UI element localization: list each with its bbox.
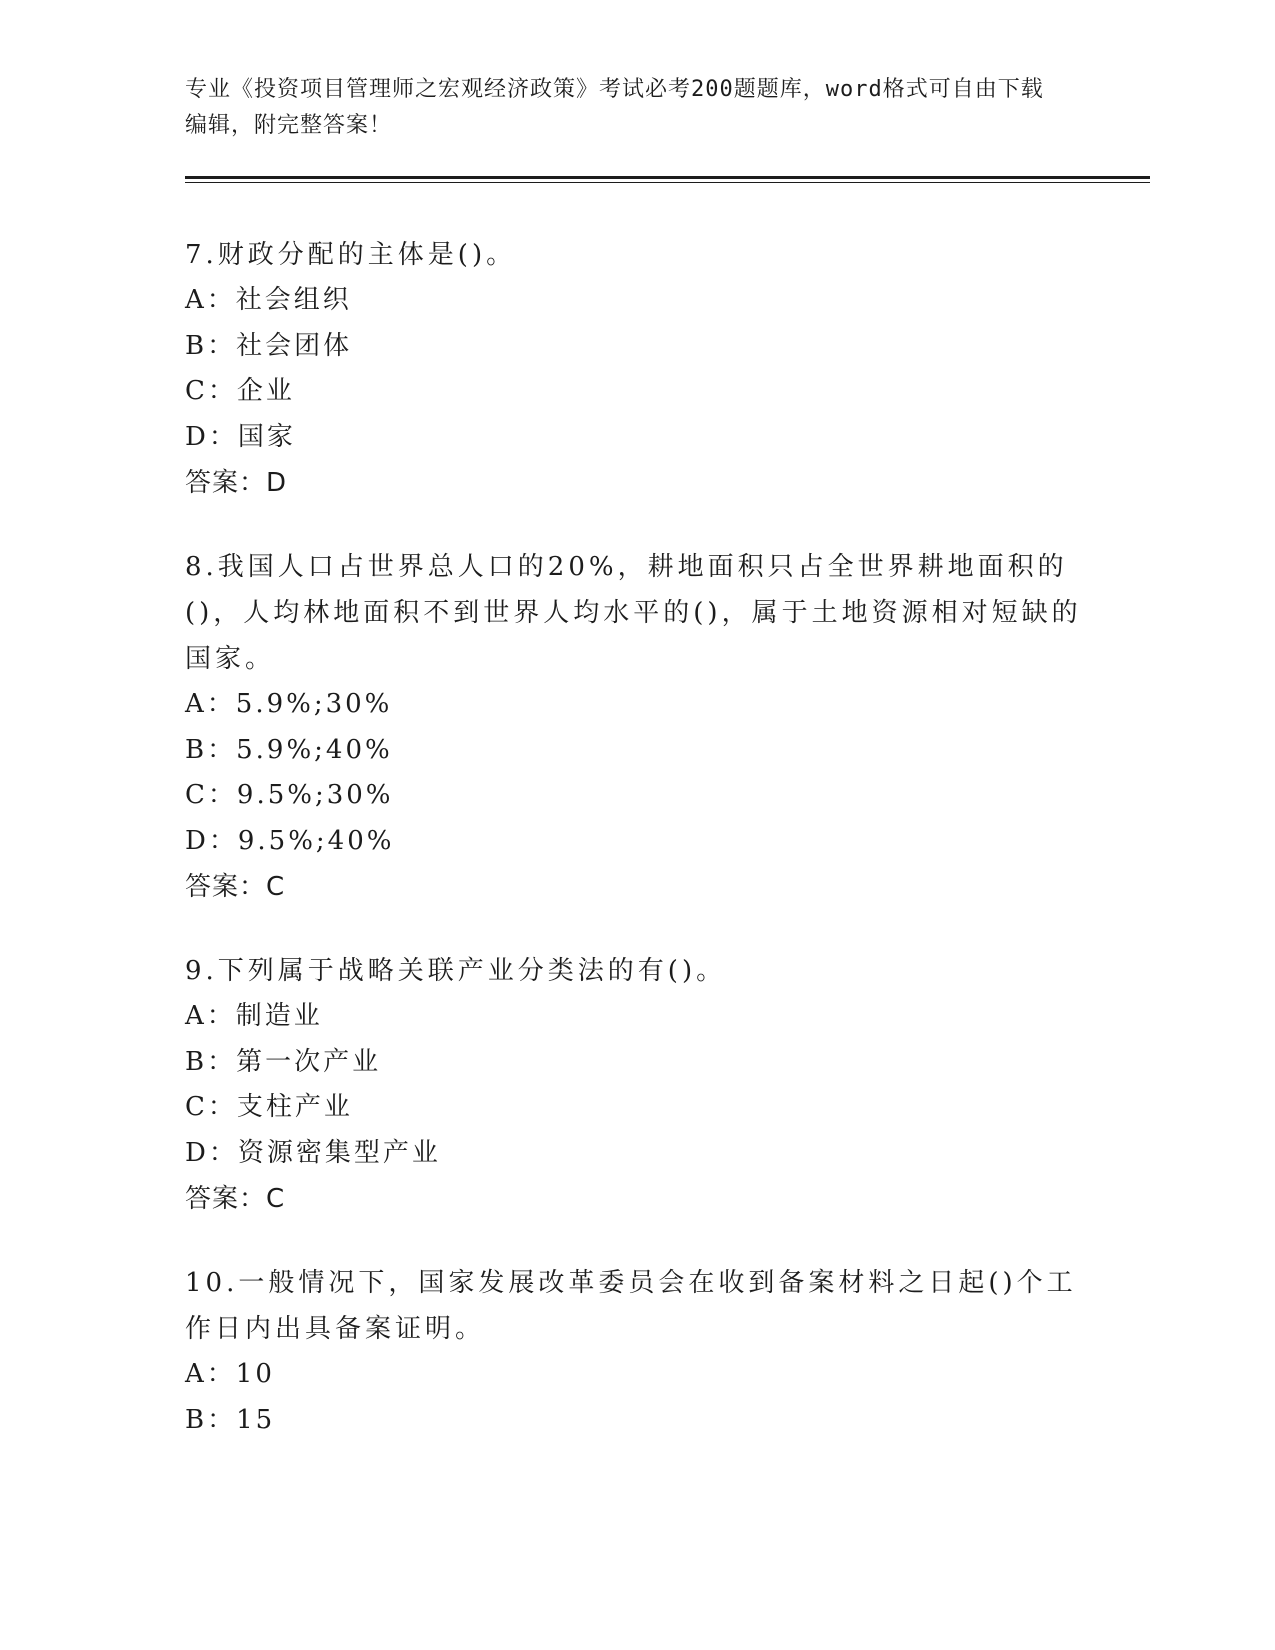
option-d [185, 819, 1085, 865]
option-key: B： [185, 330, 237, 361]
option-list [185, 994, 1085, 1176]
option-key: A： [185, 689, 236, 719]
option-list [185, 278, 1085, 460]
question-stem: 7.财政分配的主体是()。 [185, 240, 517, 270]
question-10 [185, 1260, 1085, 1443]
option-c [185, 773, 1085, 819]
option-key: D： [185, 1137, 238, 1168]
document-header: 专业《投资项目管理师之宏观经济政策》考试必考200题题库，word格式可自由下载编辑，附完整答案！ [185, 77, 1044, 138]
option-a [185, 1352, 1085, 1398]
option-list [185, 682, 1085, 864]
question-stem: 10.一般情况下，国家发展改革委员会在收到备案材料之日起()个工作日内出具备案证明。 [185, 1268, 1077, 1344]
question-stem: 8.我国人口占世界总人口的20%，耕地面积只占全世界耕地面积的()，人均林地面积不到世界人均水平的()，属于土地资源相对短缺的国家。 [185, 552, 1082, 674]
option-text: 5.9%;40% [236, 734, 393, 765]
option-text: 5.9%;30% [235, 689, 393, 719]
option-key: A： [185, 285, 236, 315]
answer-line [185, 864, 1085, 910]
answer-label: 答案： [185, 1184, 267, 1214]
option-text: 社会组织 [235, 285, 352, 315]
option-key: B： [185, 1404, 237, 1435]
option-text: 制造业 [235, 1001, 323, 1031]
question-list [185, 232, 1085, 1481]
answer-line [185, 460, 1085, 506]
question-9 [185, 948, 1085, 1222]
question-7 [185, 232, 1085, 506]
answer-label: 答案： [185, 872, 267, 902]
option-d [185, 415, 1085, 461]
option-text: 第一次产业 [236, 1046, 382, 1077]
option-key: C： [185, 376, 237, 406]
answer-value: D [266, 468, 288, 498]
option-b [185, 1040, 1085, 1086]
header-divider-thin [185, 182, 1150, 183]
answer-label: 答案： [185, 468, 267, 498]
option-b [185, 324, 1085, 370]
option-d [185, 1131, 1085, 1177]
question-8 [185, 544, 1085, 910]
option-text: 资源密集型产业 [237, 1137, 441, 1168]
option-c [185, 369, 1085, 415]
option-key: A： [185, 1359, 236, 1389]
option-text: 社会团体 [236, 330, 353, 361]
option-text: 10 [235, 1359, 275, 1389]
question-stem: 9.下列属于战略关联产业分类法的有()。 [185, 956, 727, 986]
option-a [185, 278, 1085, 324]
option-c [185, 1085, 1085, 1131]
option-key: D： [185, 825, 238, 856]
option-text: 15 [236, 1404, 276, 1435]
option-text: 企业 [236, 376, 295, 406]
option-key: A： [185, 1001, 236, 1031]
option-key: C： [185, 1092, 237, 1122]
option-text: 国家 [237, 421, 296, 452]
option-text: 支柱产业 [236, 1092, 353, 1122]
answer-line [185, 1176, 1085, 1222]
option-text: 9.5%;40% [237, 825, 395, 856]
option-a [185, 682, 1085, 728]
option-key: C： [185, 780, 237, 810]
option-list [185, 1352, 1085, 1443]
header-divider-thick [185, 176, 1150, 179]
option-b [185, 728, 1085, 774]
answer-value: C [266, 1184, 286, 1214]
option-key: B： [185, 734, 237, 765]
option-key: D： [185, 421, 238, 452]
option-text: 9.5%;30% [236, 780, 394, 810]
option-b [185, 1398, 1085, 1444]
option-key: B： [185, 1046, 237, 1077]
option-a [185, 994, 1085, 1040]
answer-value: C [266, 872, 286, 902]
